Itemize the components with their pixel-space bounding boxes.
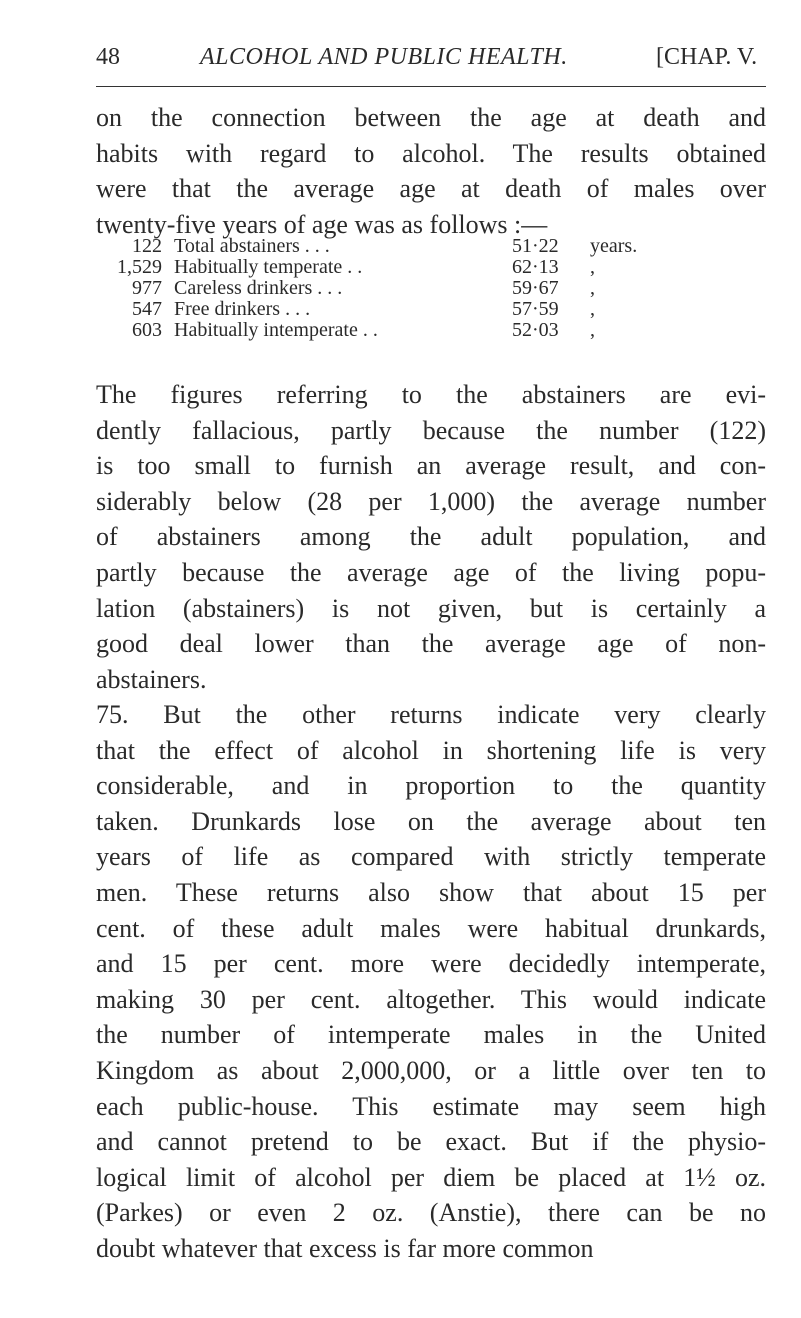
table-row: [102, 299, 792, 320]
text-line: considerable, and in proportion to the quantity: [96, 771, 766, 801]
running-title: ALCOHOL AND PUBLIC HEALTH.: [200, 44, 568, 70]
text-line: cent. of these adult males were habitual drunkards,: [96, 913, 766, 943]
table-row: [102, 236, 792, 257]
text-line: and 15 per cent. more were decidedly intemperate,: [96, 949, 766, 979]
unit-cell: ,: [590, 319, 595, 341]
text-line: habits with regard to alcohol. The results obtained: [96, 138, 766, 168]
text-line: dently fallacious, partly because the number (122): [96, 415, 766, 445]
count-cell: 1,529: [117, 256, 162, 278]
text-line: that the effect of alcohol in shortening life is very: [96, 735, 766, 765]
page-number: 48: [96, 44, 120, 70]
category-cell: Total abstainers . . .: [174, 235, 330, 257]
text-line: (Parkes) or even 2 oz. (Anstie), there can be no: [96, 1198, 766, 1228]
text-line: on the connection between the age at death and: [96, 103, 766, 132]
header-rule: [96, 86, 766, 87]
chapter-label: [CHAP. V.: [656, 44, 758, 70]
text-line: The figures referring to the abstainers are evi-: [96, 380, 766, 409]
text-line: 75. But the other returns indicate very clearly: [96, 700, 766, 729]
unit-cell: years.: [590, 235, 638, 257]
text-line: is too small to furnish an average result, and con-: [96, 451, 766, 481]
page-header: [96, 44, 766, 86]
age-cell: 59·67: [512, 277, 559, 299]
text-line: partly because the average age of the living popu-: [96, 557, 766, 587]
text-line: logical limit of alcohol per diem be placed at 1½ oz.: [96, 1162, 766, 1192]
text-line: taken. Drunkards lose on the average about ten: [96, 806, 766, 836]
table-row: [102, 278, 792, 299]
text-line: were that the average age at death of males over: [96, 174, 766, 204]
text-line: and cannot pretend to be exact. But if the physio-: [96, 1127, 766, 1157]
text-line: siderably below (28 per 1,000) the average number: [96, 486, 766, 516]
age-cell: 57·59: [512, 298, 559, 320]
table-row: [102, 320, 792, 341]
text-line: the number of intemperate males in the United: [96, 1020, 766, 1050]
text-line: lation (abstainers) is not given, but is certainly a: [96, 593, 766, 623]
category-cell: Habitually temperate . .: [174, 256, 363, 278]
text-line: Kingdom as about 2,000,000, or a little over ten to: [96, 1055, 766, 1085]
count-cell: 977: [132, 277, 162, 299]
text-line: doubt whatever that excess is far more common: [96, 1233, 594, 1263]
count-cell: 603: [132, 319, 162, 341]
text-line: making 30 per cent. altogether. This would indicate: [96, 984, 766, 1014]
category-cell: Habitually intemperate . .: [174, 319, 378, 341]
count-cell: 122: [132, 235, 162, 257]
text-line: men. These returns also show that about 15 per: [96, 877, 766, 907]
unit-cell: ,: [590, 298, 595, 320]
text-line: abstainers.: [96, 664, 207, 694]
count-cell: 547: [132, 298, 162, 320]
intro-paragraph: [96, 100, 766, 242]
text-line: each public-house. This estimate may seem high: [96, 1091, 766, 1121]
table-row: [102, 257, 792, 278]
text-line: twenty-five years of age was as follows :—: [96, 209, 548, 239]
text-line: good deal lower than the average age of non-: [96, 629, 766, 659]
unit-cell: ,: [590, 256, 595, 278]
age-cell: 52·03: [512, 319, 559, 341]
paragraph-abstainers: [96, 377, 766, 697]
text-line: of abstainers among the adult population, and: [96, 522, 766, 552]
age-cell: 62·13: [512, 256, 559, 278]
age-cell: 51·22: [512, 235, 559, 257]
category-cell: Free drinkers . . .: [174, 298, 311, 320]
unit-cell: ,: [590, 277, 595, 299]
paragraph-75: [96, 697, 766, 1267]
age-at-death-table: [102, 236, 792, 341]
category-cell: Careless drinkers . . .: [174, 277, 343, 299]
text-line: years of life as compared with strictly temperate: [96, 842, 766, 872]
